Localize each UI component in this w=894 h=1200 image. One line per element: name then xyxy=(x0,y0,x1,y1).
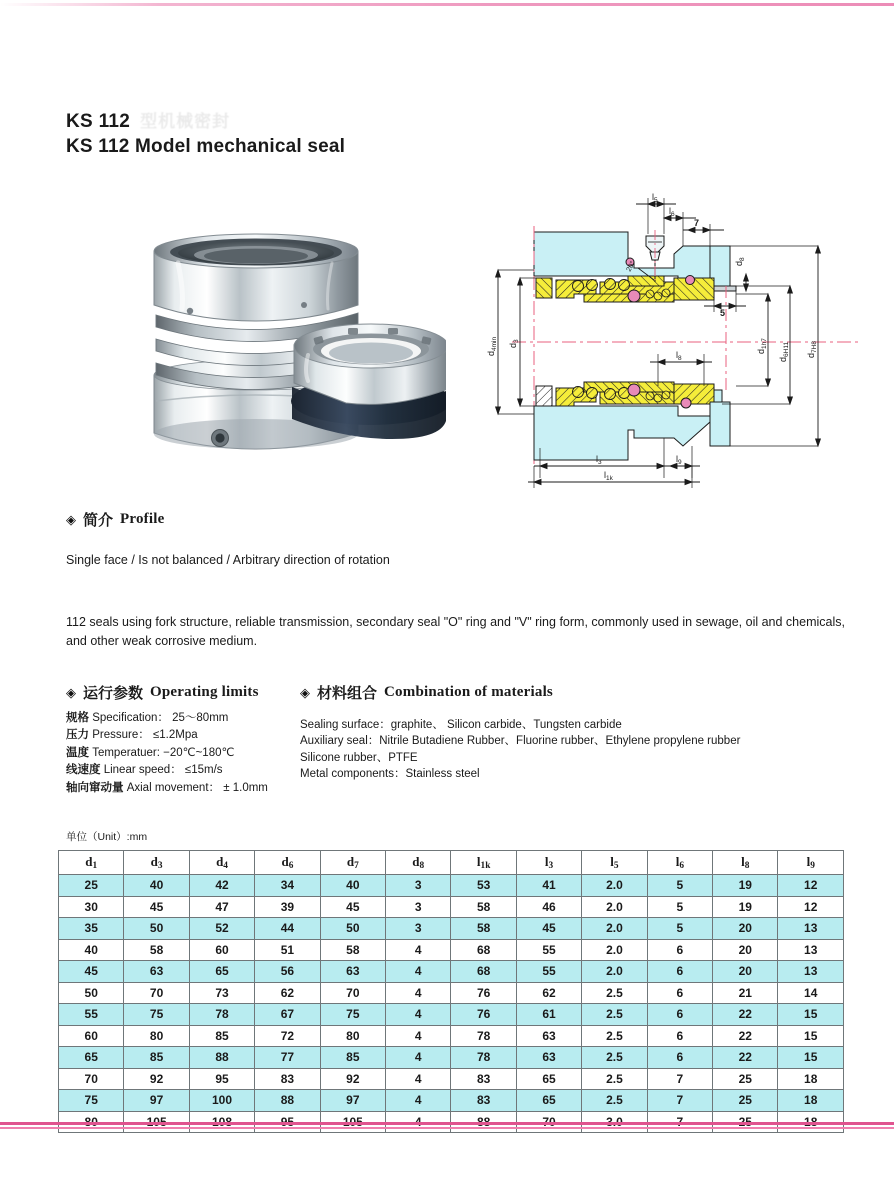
table-cell: 13 xyxy=(778,961,844,983)
table-cell: 56 xyxy=(255,961,320,983)
table-row xyxy=(59,982,844,1004)
materials-heading xyxy=(300,682,553,703)
profile-section-heading xyxy=(66,509,164,530)
table-header-d1: $d_1$ xyxy=(59,851,124,875)
table-row xyxy=(59,961,844,983)
table-header-l1k: $l_{1k}$ xyxy=(451,851,516,875)
table-cell: 45 xyxy=(59,961,124,983)
table-cell: 50 xyxy=(124,918,189,940)
pressure-value: ≤1.2Mpa xyxy=(152,729,198,742)
profile-heading-cn: 简介 xyxy=(83,511,114,529)
table-cell: 2.5 xyxy=(582,1047,647,1069)
operating-limits-row: 规格 Specification： 25～80mm xyxy=(66,710,229,724)
table-cell: 60 xyxy=(59,1025,124,1047)
table-header-l5: $l_5$ xyxy=(582,851,647,875)
table-cell: 45 xyxy=(320,896,385,918)
operating-limits-list xyxy=(66,709,268,796)
table-cell: 4 xyxy=(386,1068,451,1090)
table-cell: 4 xyxy=(386,1004,451,1026)
seal-stationary-seat xyxy=(291,324,446,439)
table-cell: 97 xyxy=(320,1090,385,1112)
table-cell: 6 xyxy=(647,982,712,1004)
operating-limits-row: 温度 Temperatuer: −20℃~180℃ xyxy=(66,744,235,759)
table-cell: 44 xyxy=(255,918,320,940)
dim-l9: $l_9$ xyxy=(676,454,682,466)
dim-d7H8: $d_{7H8}$ xyxy=(806,341,818,358)
table-cell: 22 xyxy=(713,1004,778,1026)
table-cell: 70 xyxy=(59,1068,124,1090)
dim-l1k: $l_{1k}$ xyxy=(604,470,613,482)
unit-note: 单位（Unit）:mm xyxy=(66,831,148,843)
table-cell: 55 xyxy=(59,1004,124,1026)
table-header-l3: $l_3$ xyxy=(516,851,581,875)
table-cell: 2.0 xyxy=(582,939,647,961)
temperature-label-en: Temperatuer xyxy=(92,746,157,759)
axial-movement-label-cn: 轴向窜动量 xyxy=(66,779,124,794)
table-row xyxy=(59,1090,844,1112)
linear-speed-label-cn: 线速度 xyxy=(66,762,101,777)
table-cell: 15 xyxy=(778,1025,844,1047)
table-cell: 2.5 xyxy=(582,1025,647,1047)
page-header xyxy=(66,108,345,158)
table-cell: 76 xyxy=(451,1004,516,1026)
materials-line: Silicone rubber、PTFE xyxy=(300,751,418,764)
table-cell: 85 xyxy=(189,1025,254,1047)
table-cell: 6 xyxy=(647,1047,712,1069)
cross-section-svg xyxy=(478,190,878,500)
spec-label-cn: 规格 xyxy=(66,710,89,724)
table-cell: 2.5 xyxy=(582,1004,647,1026)
table-cell: 73 xyxy=(189,982,254,1004)
header-code-row xyxy=(66,108,345,132)
housing-lower xyxy=(534,406,710,460)
table-cell: 21 xyxy=(713,982,778,1004)
dim-l5: $l_5$ xyxy=(652,192,658,204)
table-cell: 58 xyxy=(124,939,189,961)
operating-limits-heading-en: Operating limits xyxy=(150,684,259,700)
table-cell: 41 xyxy=(516,875,581,897)
table-cell: 60 xyxy=(189,939,254,961)
table-cell: 88 xyxy=(255,1090,320,1112)
table-cell: 58 xyxy=(320,939,385,961)
table-header-l9: $l_9$ xyxy=(778,851,844,875)
table-cell: 40 xyxy=(59,939,124,961)
table-cell: 19 xyxy=(713,896,778,918)
profile-paragraph: 112 seals using fork structure, reliable transmission, secondary seal "O" ring and "V" ring form, commonly used in sewage, oil and chemicals, and other weak corrosive medium. xyxy=(66,615,845,648)
table-cell: 12 xyxy=(778,875,844,897)
table-row xyxy=(59,1047,844,1069)
table-row xyxy=(59,875,844,897)
product-photo-svg xyxy=(96,205,446,467)
table-cell: 2.0 xyxy=(582,961,647,983)
bottom-accent-rule xyxy=(0,1122,894,1125)
table-cell: 92 xyxy=(124,1068,189,1090)
table-cell: 78 xyxy=(451,1025,516,1047)
linear-speed-label-en: Linear speed xyxy=(103,764,171,777)
temperature-value: −20℃~180℃ xyxy=(163,746,235,759)
table-cell: 58 xyxy=(451,918,516,940)
table-cell: 5 xyxy=(647,918,712,940)
table-header-d3: $d_3$ xyxy=(124,851,189,875)
table-cell: 88 xyxy=(189,1047,254,1069)
spec-label-en: Specification xyxy=(92,712,158,724)
table-row xyxy=(59,896,844,918)
materials-line: Metal components：Stainless steel xyxy=(300,768,480,781)
table-cell: 76 xyxy=(451,982,516,1004)
linear-speed-value: ≤15m/s xyxy=(184,764,223,777)
operating-limits-row: 轴向窜动量 Axial movement： ± 1.0mm xyxy=(66,779,268,794)
page-title: KS 112 Model mechanical seal xyxy=(66,136,346,157)
table-cell: 63 xyxy=(516,1025,581,1047)
table-cell: 13 xyxy=(778,939,844,961)
table-cell: 78 xyxy=(451,1047,516,1069)
table-cell: 72 xyxy=(255,1025,320,1047)
table-cell: 85 xyxy=(124,1047,189,1069)
table-cell: 6 xyxy=(647,1004,712,1026)
table-header-l6: $l_6$ xyxy=(647,851,712,875)
model-code: KS 112 xyxy=(66,111,131,132)
table-cell: 18 xyxy=(778,1090,844,1112)
table-cell: 75 xyxy=(320,1004,385,1026)
table-cell: 22 xyxy=(713,1025,778,1047)
table-cell: 20 xyxy=(713,939,778,961)
table-row xyxy=(59,939,844,961)
dim-5: 5 xyxy=(720,308,726,318)
temperature-label-cn: 温度 xyxy=(66,744,89,759)
table-cell: 95 xyxy=(189,1068,254,1090)
model-code-chinese-faint: 型机械密封 xyxy=(140,112,231,131)
table-cell: 50 xyxy=(320,918,385,940)
table-cell: 4 xyxy=(386,961,451,983)
table-cell: 78 xyxy=(189,1004,254,1026)
table-cell: 5 xyxy=(647,896,712,918)
table-cell: 15 xyxy=(778,1004,844,1026)
table-cell: 80 xyxy=(124,1025,189,1047)
cross-section-drawing xyxy=(478,190,878,500)
angle-label: 20° xyxy=(625,260,637,273)
table-cell: 7 xyxy=(647,1068,712,1090)
oring-upper-main xyxy=(628,290,640,302)
table-header-d8: $d_8$ xyxy=(386,851,451,875)
table-cell: 12 xyxy=(778,896,844,918)
table-cell: 70 xyxy=(124,982,189,1004)
table-row xyxy=(59,1068,844,1090)
table-cell: 15 xyxy=(778,1047,844,1069)
table-cell: 4 xyxy=(386,1090,451,1112)
table-cell: 40 xyxy=(124,875,189,897)
spec-value: 25～80mm xyxy=(172,712,229,724)
table-cell: 63 xyxy=(320,961,385,983)
table-cell: 65 xyxy=(59,1047,124,1069)
table-cell: 63 xyxy=(516,1047,581,1069)
table-cell: 77 xyxy=(255,1047,320,1069)
table-cell: 7 xyxy=(647,1090,712,1112)
table-cell: 3 xyxy=(386,896,451,918)
table-cell: 34 xyxy=(255,875,320,897)
table-cell: 2.5 xyxy=(582,1068,647,1090)
table-cell: 6 xyxy=(647,961,712,983)
table-cell: 3 xyxy=(386,875,451,897)
table-cell: 4 xyxy=(386,939,451,961)
table-cell: 51 xyxy=(255,939,320,961)
oring-upper-right xyxy=(686,276,695,285)
axial-movement-value: ± 1.0mm xyxy=(223,781,268,794)
materials-heading-en: Combination of materials xyxy=(384,684,553,700)
dimension-table-body xyxy=(59,875,844,1133)
materials-line: Sealing surface：graphite、 Silicon carbide、Tungsten carbide xyxy=(300,719,622,731)
oring-lower-main xyxy=(628,384,640,396)
table-cell: 65 xyxy=(516,1068,581,1090)
table-cell: 46 xyxy=(516,896,581,918)
table-cell: 6 xyxy=(647,939,712,961)
product-photo xyxy=(96,205,446,467)
table-cell: 40 xyxy=(320,875,385,897)
dim-d1h7: $d_{1h7}$ xyxy=(756,338,768,354)
table-cell: 25 xyxy=(713,1068,778,1090)
table-cell: 80 xyxy=(320,1025,385,1047)
operating-limits-row: 线速度 Linear speed： ≤15m/s xyxy=(66,762,223,777)
table-cell: 68 xyxy=(451,961,516,983)
pressure-label-cn: 压力 xyxy=(66,727,89,742)
table-cell: 63 xyxy=(124,961,189,983)
table-cell: 20 xyxy=(713,961,778,983)
table-header-d6: $d_6$ xyxy=(255,851,320,875)
diamond-target-icon: ◈ xyxy=(66,685,76,700)
dimension-table xyxy=(58,850,844,1133)
table-cell: 42 xyxy=(189,875,254,897)
table-cell: 67 xyxy=(255,1004,320,1026)
diamond-target-icon: ◈ xyxy=(66,512,76,527)
table-cell: 47 xyxy=(189,896,254,918)
table-header-d7: $d_7$ xyxy=(320,851,385,875)
dim-l8: $l_8$ xyxy=(676,350,682,362)
table-cell: 35 xyxy=(59,918,124,940)
bottom-accent-rule-secondary xyxy=(0,1127,894,1129)
table-cell: 55 xyxy=(516,961,581,983)
table-cell: 4 xyxy=(386,982,451,1004)
table-cell: 70 xyxy=(320,982,385,1004)
table-cell: 2.5 xyxy=(582,982,647,1004)
table-cell: 25 xyxy=(59,875,124,897)
dim-d8: $d_8$ xyxy=(734,257,746,266)
table-cell: 4 xyxy=(386,1025,451,1047)
table-cell: 53 xyxy=(451,875,516,897)
table-cell: 14 xyxy=(778,982,844,1004)
operating-limits-heading-cn: 运行参数 xyxy=(83,684,144,702)
dimension-table-head xyxy=(59,851,844,875)
table-cell: 30 xyxy=(59,896,124,918)
table-cell: 2.0 xyxy=(582,896,647,918)
profile-heading-en: Profile xyxy=(120,511,165,527)
table-cell: 92 xyxy=(320,1068,385,1090)
materials-list xyxy=(300,717,740,783)
table-cell: 97 xyxy=(124,1090,189,1112)
table-cell: 75 xyxy=(59,1090,124,1112)
table-cell: 68 xyxy=(451,939,516,961)
oring-lower-right xyxy=(681,398,691,408)
table-cell: 5 xyxy=(647,875,712,897)
table-header-l8: $l_8$ xyxy=(713,851,778,875)
operating-limits-row: 压力 Pressure： ≤1.2Mpa xyxy=(66,727,198,742)
table-cell: 3 xyxy=(386,918,451,940)
materials-line: Auxiliary seal：Nitrile Butadiene Rubber、Fluorine rubber、Ethylene propylene rubber xyxy=(300,735,741,748)
table-cell: 62 xyxy=(516,982,581,1004)
materials-heading-cn: 材料组合 xyxy=(317,684,378,702)
dim-l6: $l_6$ xyxy=(669,206,675,218)
dim-7: 7 xyxy=(694,218,700,228)
operating-limits-heading xyxy=(66,682,259,703)
table-cell: 6 xyxy=(647,1025,712,1047)
pressure-label-en: Pressure xyxy=(92,729,139,742)
table-cell: 100 xyxy=(189,1090,254,1112)
table-cell: 45 xyxy=(124,896,189,918)
table-header-row xyxy=(59,851,844,875)
table-cell: 45 xyxy=(516,918,581,940)
table-row xyxy=(59,1025,844,1047)
table-cell: 83 xyxy=(451,1090,516,1112)
table-row xyxy=(59,1004,844,1026)
table-cell: 52 xyxy=(189,918,254,940)
table-cell: 4 xyxy=(386,1047,451,1069)
table-cell: 75 xyxy=(124,1004,189,1026)
dim-d3: $d_3$ xyxy=(508,339,520,348)
table-cell: 65 xyxy=(516,1090,581,1112)
table-cell: 22 xyxy=(713,1047,778,1069)
table-cell: 13 xyxy=(778,918,844,940)
top-accent-rule xyxy=(0,3,894,6)
table-cell: 58 xyxy=(451,896,516,918)
table-cell: 20 xyxy=(713,918,778,940)
table-cell: 62 xyxy=(255,982,320,1004)
table-cell: 83 xyxy=(255,1068,320,1090)
diamond-target-icon: ◈ xyxy=(300,685,310,700)
table-cell: 19 xyxy=(713,875,778,897)
dim-d4min: $d_{4min}$ xyxy=(486,336,498,356)
dimension-table-wrapper xyxy=(58,850,844,1133)
table-cell: 55 xyxy=(516,939,581,961)
table-cell: 25 xyxy=(713,1090,778,1112)
dim-d6H11: $d_{6H11}$ xyxy=(778,341,790,362)
table-cell: 2.5 xyxy=(582,1090,647,1112)
table-cell: 2.0 xyxy=(582,875,647,897)
table-cell: 50 xyxy=(59,982,124,1004)
profile-summary: Single face / Is not balanced / Arbitrary direction of rotation xyxy=(66,553,390,567)
axial-movement-label-en: Axial movement xyxy=(126,781,209,794)
table-cell: 83 xyxy=(451,1068,516,1090)
table-row xyxy=(59,918,844,940)
table-cell: 2.0 xyxy=(582,918,647,940)
table-cell: 18 xyxy=(778,1068,844,1090)
dim-l3: $l_3$ xyxy=(596,454,602,466)
table-cell: 65 xyxy=(189,961,254,983)
table-cell: 61 xyxy=(516,1004,581,1026)
table-header-d4: $d_4$ xyxy=(189,851,254,875)
table-cell: 85 xyxy=(320,1047,385,1069)
table-cell: 39 xyxy=(255,896,320,918)
